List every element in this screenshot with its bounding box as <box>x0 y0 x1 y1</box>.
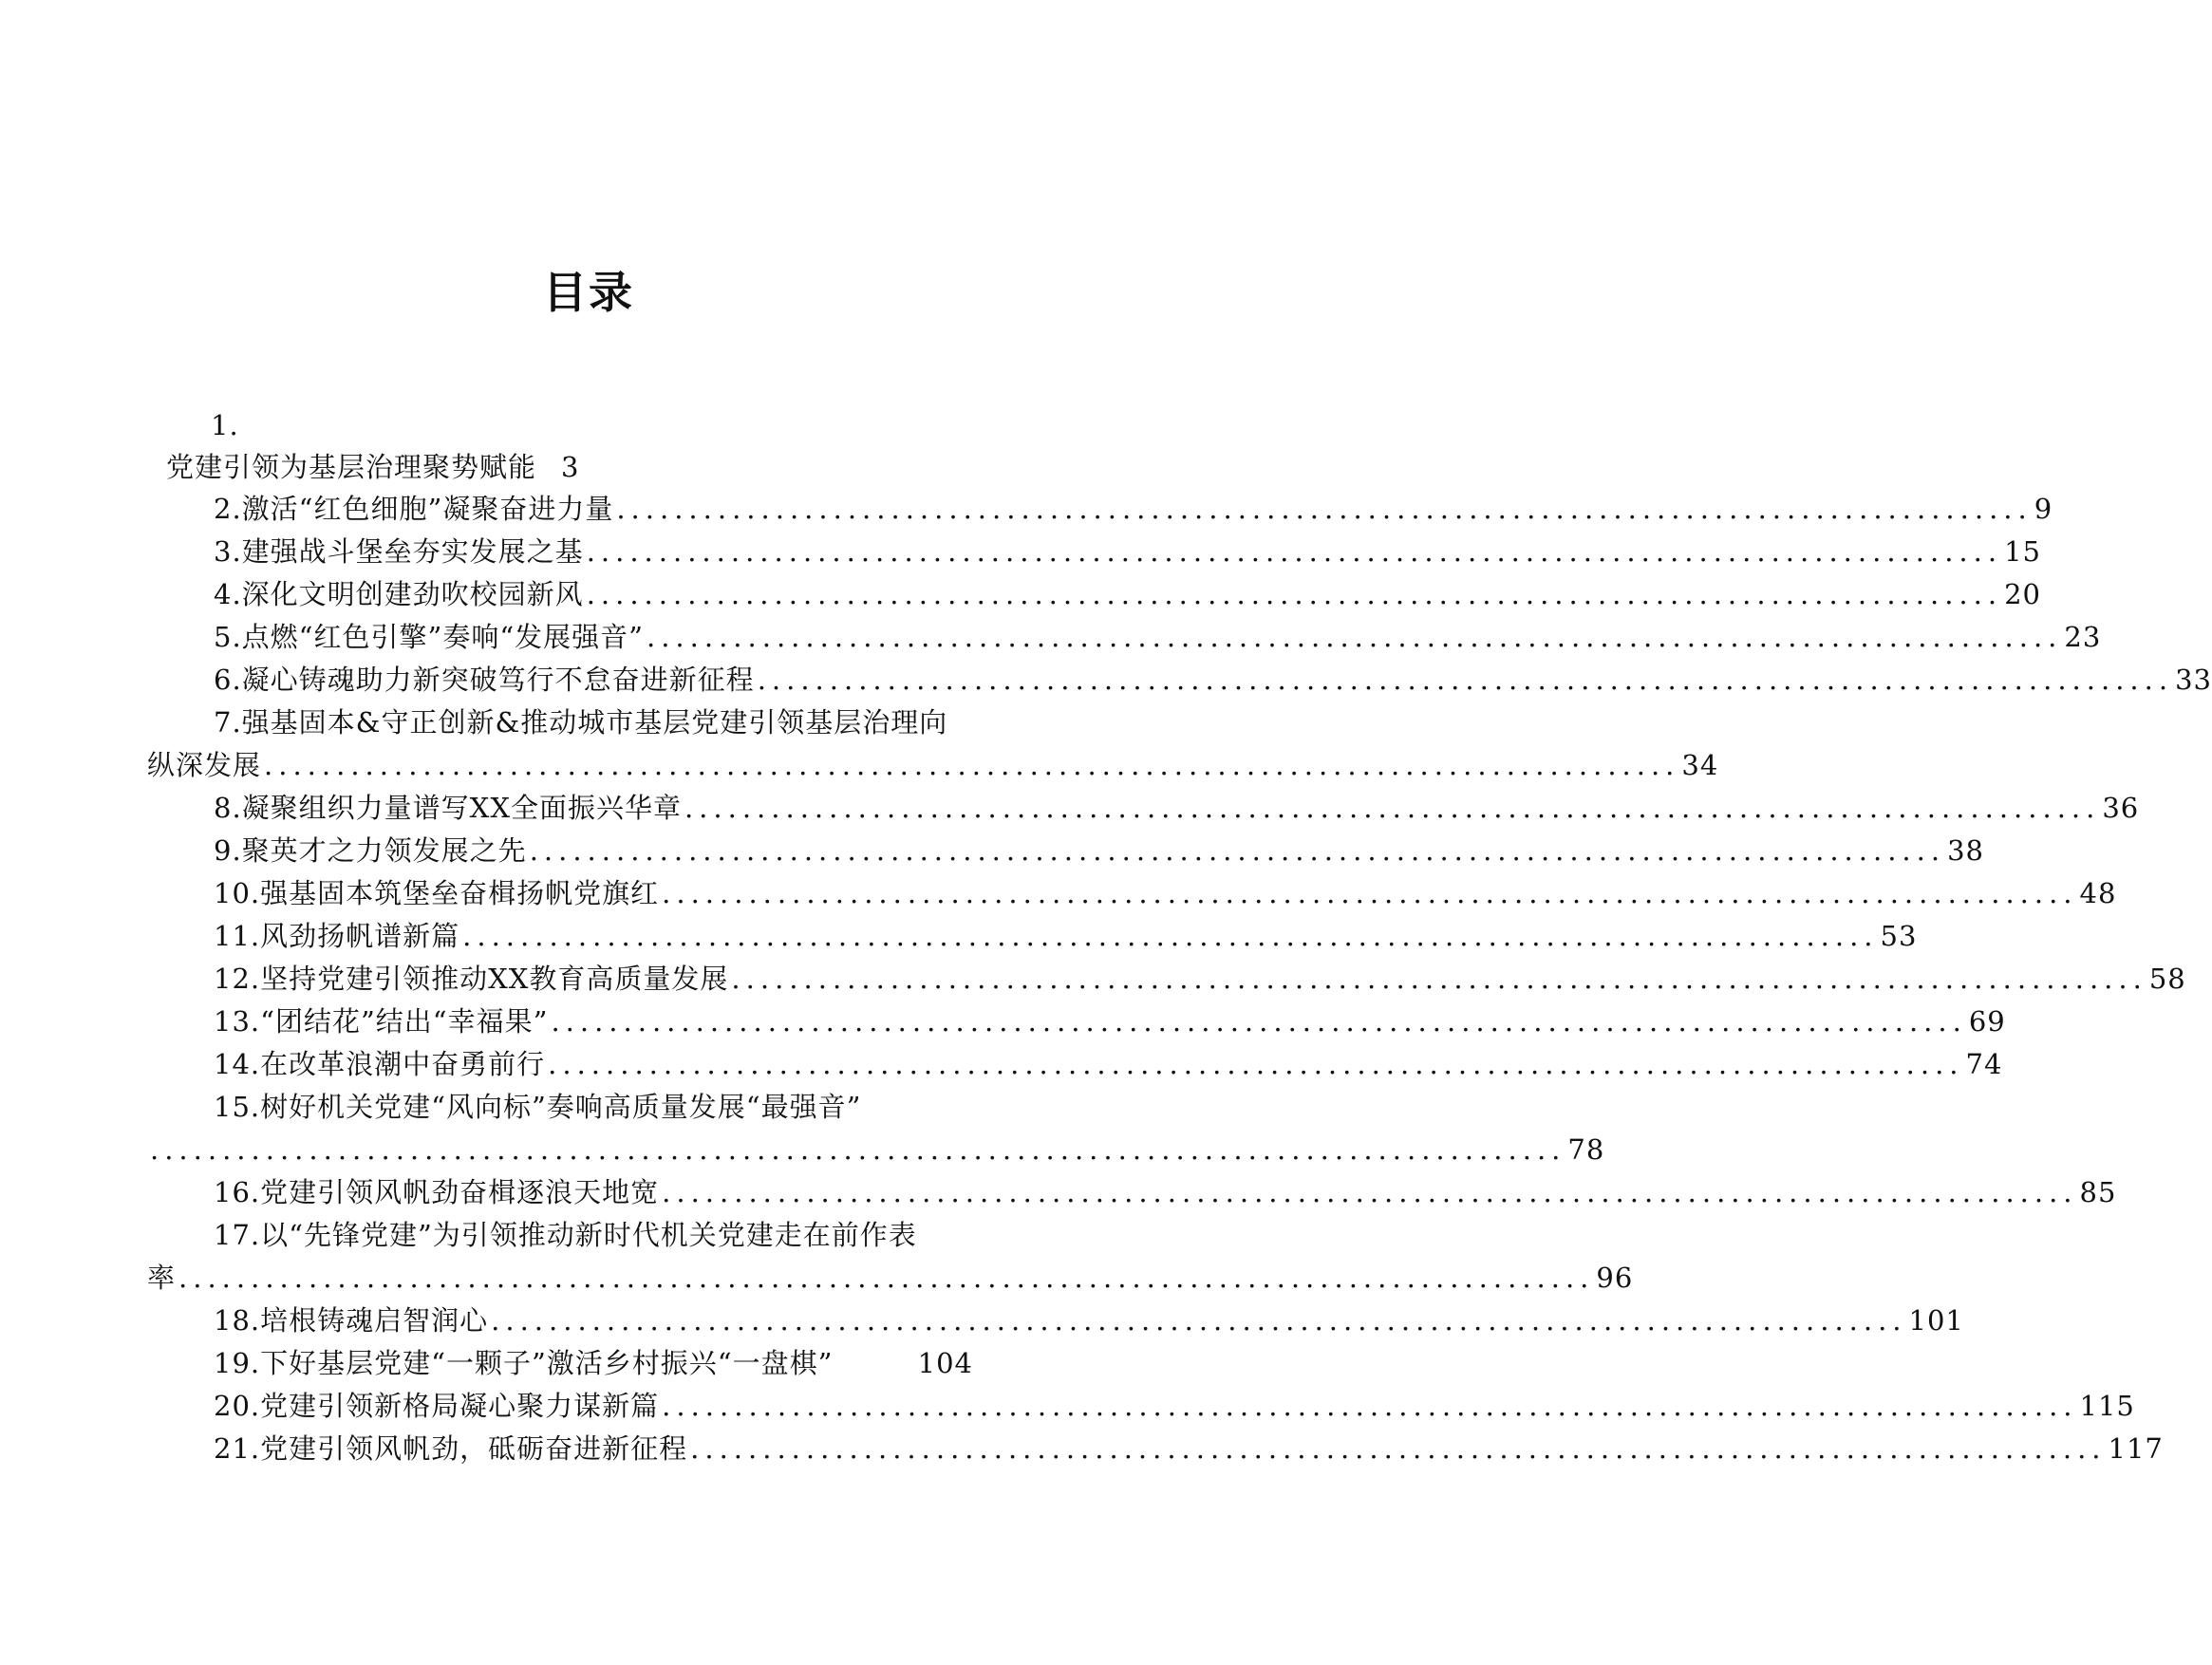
toc-entry-title: 坚持党建引领推动XX教育高质量发展 <box>260 963 729 995</box>
toc-entry-page: 3 <box>561 451 580 483</box>
toc-entry-title: 点燃“红色引擎”奏响“发展强音” <box>241 621 644 653</box>
toc-entry-page: 96 <box>1596 1262 1634 1294</box>
toc-entry-title: 党建引领新格局凝心聚力谋新篇 <box>260 1390 660 1422</box>
dot-leader: .................................................................................................. <box>690 1432 2107 1465</box>
toc-entry-page: 117 <box>2108 1432 2164 1465</box>
toc-entry-page: 85 <box>2079 1176 2117 1208</box>
toc-entry-number: 2. <box>214 493 242 525</box>
toc-entry-17[interactable] <box>214 1214 917 1256</box>
dot-leader: .................................................................................................. <box>684 792 2101 824</box>
toc-entry-title: 激活“红色细胞”凝聚奋进力量 <box>241 493 614 525</box>
toc-entry-page: 9 <box>2034 493 2053 525</box>
toc-entry-12[interactable] <box>214 958 2186 1000</box>
toc-entry-page: 23 <box>2064 621 2102 653</box>
toc-entry-number: 17. <box>214 1219 261 1251</box>
toc-entry-number: 4. <box>214 578 242 610</box>
dot-leader: .................................................................................................. <box>586 578 2003 610</box>
toc-entry-11[interactable] <box>214 915 1918 957</box>
toc-entry-number: 21. <box>214 1432 261 1465</box>
toc-entry-number: 10. <box>214 877 261 909</box>
toc-entry-title: 风劲扬帆谱新篇 <box>260 920 460 952</box>
dot-leader: .................................................................................................. <box>462 920 1879 952</box>
toc-entry-page: 58 <box>2148 963 2186 995</box>
toc-entry-page: 36 <box>2102 792 2140 824</box>
toc-entry-18[interactable] <box>214 1300 1964 1341</box>
toc-entry-number: 13. <box>214 1005 261 1038</box>
toc-entry-title: 凝心铸魂助力新突破笃行不怠奋进新征程 <box>241 664 755 696</box>
toc-entry-number: 20. <box>214 1390 261 1422</box>
toc-entry-title: 强基固本筑堡垒奋楫扬帆党旗红 <box>260 877 660 909</box>
toc-entry-page: 15 <box>2004 535 2041 568</box>
toc-entry-10[interactable] <box>214 872 2117 914</box>
dot-leader: .................................................................................................. <box>662 1176 2078 1208</box>
toc-entry-page: 20 <box>2004 578 2041 610</box>
toc-entry-3[interactable] <box>214 531 2041 572</box>
toc-entry-title: 以“先锋党建”为引领推动新时代机关党建走在前作表 <box>260 1219 917 1251</box>
dot-leader: .................................................................................................. <box>150 1133 1566 1166</box>
dot-leader: .................................................................................................. <box>178 1262 1595 1294</box>
toc-entry-title: 下好基层党建“一颗子”激活乡村振兴“一盘棋” <box>260 1347 834 1379</box>
toc-entry-4[interactable] <box>214 573 2041 615</box>
toc-entry-number: 6. <box>214 664 242 696</box>
toc-entry-1[interactable] <box>166 446 831 488</box>
toc-entry-19[interactable] <box>214 1342 973 1384</box>
toc-entry-number: 14. <box>214 1048 261 1080</box>
toc-entry-title: 在改革浪潮中奋勇前行 <box>260 1048 546 1080</box>
toc-entry-title: 培根铸魂启智润心 <box>260 1304 489 1337</box>
toc-entry-page: 38 <box>1947 834 1984 867</box>
dot-leader: .................................................................................................. <box>491 1304 1907 1337</box>
toc-entry-page: 78 <box>1567 1133 1605 1166</box>
toc-entry-number: 12. <box>214 963 261 995</box>
toc-entry-page: 69 <box>1968 1005 2006 1038</box>
toc-entry-title: 党建引领为基层治理聚势赋能 <box>166 451 537 483</box>
toc-entry-number: 5. <box>214 621 242 653</box>
toc-entry-7-continuation[interactable] <box>147 744 1719 786</box>
dot-leader: .................................................................................................. <box>586 535 2003 568</box>
page-title: 目录 <box>543 267 634 318</box>
toc-entry-title: 树好机关党建“风向标”奏响高质量发展“最强音” <box>260 1091 862 1123</box>
toc-entry-title: 强基固本&守正创新&推动城市基层党建引领基层治理向 <box>241 706 948 739</box>
dot-leader: .................................................................................................. <box>548 1048 1964 1080</box>
toc-entry-20[interactable] <box>214 1385 2135 1427</box>
toc-entry-1-number: 1. <box>211 409 239 441</box>
toc-entry-title-continued: 率 <box>147 1262 177 1294</box>
toc-entry-title: “团结花”结出“幸福果” <box>260 1005 549 1038</box>
dot-leader: .................................................................................................. <box>662 877 2078 909</box>
toc-entry-5[interactable] <box>214 616 2102 658</box>
dot-leader: .................................................................................................. <box>529 834 1946 867</box>
toc-entry-page: 101 <box>1908 1304 1964 1337</box>
toc-entry-2[interactable] <box>214 488 2053 530</box>
toc-entry-page: 74 <box>1965 1048 2003 1080</box>
toc-entry-6[interactable] <box>214 659 2212 701</box>
toc-entry-page: 104 <box>917 1347 973 1379</box>
toc-entry-number: 8. <box>214 792 242 824</box>
toc-entry-9[interactable] <box>214 830 1984 871</box>
dot-leader: .................................................................................................. <box>264 749 1680 781</box>
toc-entry-number: 7. <box>214 706 242 739</box>
toc-entry-15[interactable] <box>214 1086 861 1128</box>
toc-entry-15-continuation[interactable] <box>147 1129 1605 1170</box>
toc-entry-title-continued: 纵深发展 <box>147 749 262 781</box>
toc-entry-page: 34 <box>1681 749 1719 781</box>
toc-entry-title: 党建引领风帆劲，砥砺奋进新征程 <box>260 1432 688 1465</box>
toc-entry-page: 115 <box>2079 1390 2135 1422</box>
toc-entry-page: 48 <box>2079 877 2117 909</box>
toc-entry-number: 16. <box>214 1176 261 1208</box>
dot-leader: .................................................................................................. <box>616 493 2033 525</box>
toc-entry-title: 党建引领风帆劲奋楫逐浪天地宽 <box>260 1176 660 1208</box>
toc-entry-number: 15. <box>214 1091 261 1123</box>
toc-entry-17-continuation[interactable] <box>147 1257 1634 1299</box>
toc-entry-number: 18. <box>214 1304 261 1337</box>
dot-leader: .................................................................................................. <box>757 664 2174 696</box>
dot-leader: .................................................................................................. <box>551 1005 1967 1038</box>
dot-leader: .................................................................................................. <box>646 621 2063 653</box>
toc-entry-8[interactable] <box>214 787 2140 829</box>
toc-entry-title: 凝聚组织力量谱写XX全面振兴华章 <box>241 792 682 824</box>
dot-leader: .................................................................................................. <box>731 963 2147 995</box>
toc-entry-13[interactable] <box>214 1001 2006 1042</box>
toc-entry-number: 11. <box>214 920 261 952</box>
toc-entry-page: 53 <box>1880 920 1918 952</box>
toc-entry-page: 33 <box>2175 664 2212 696</box>
toc-entry-title: 深化文明创建劲吹校园新风 <box>241 578 584 610</box>
toc-entry-21[interactable] <box>214 1428 2164 1469</box>
dot-leader: .................................................................................................. <box>662 1390 2078 1422</box>
toc-entry-14[interactable] <box>214 1043 2003 1085</box>
toc-entry-7[interactable] <box>214 702 947 743</box>
toc-entry-number: 3. <box>214 535 242 568</box>
toc-entry-title: 聚英才之力领发展之先 <box>241 834 527 867</box>
toc-entry-number: 19. <box>214 1347 261 1379</box>
toc-entry-16[interactable] <box>214 1171 2117 1213</box>
toc-entry-title: 建强战斗堡垒夯实发展之基 <box>241 535 584 568</box>
toc-entry-number: 9. <box>214 834 242 867</box>
